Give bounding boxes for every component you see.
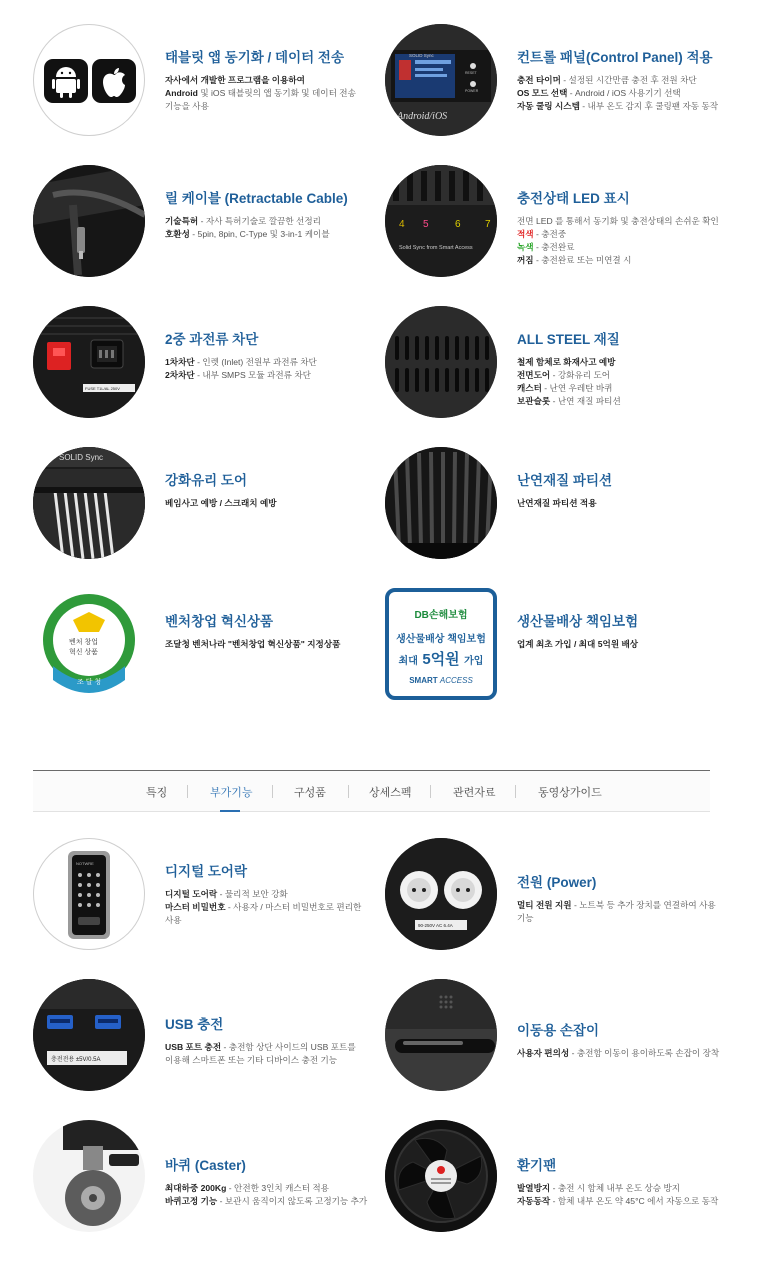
tab-divider [515,785,516,798]
svg-text:Android/iOS: Android/iOS [397,111,448,122]
feature-reel-cable: 릴 케이블 (Retractable Cable) 기술특허 - 자사 특허기술로 깔끔한 선정리 호환성 - 5pin, 8pin, C-Type 및 3-in-1 케이블 [33,165,393,277]
feature-title: USB 충전 [165,1017,224,1032]
venture-badge-image [33,588,145,700]
svg-text:벤처 창업: 벤처 창업 [69,639,98,646]
partition-image [385,447,497,559]
tab-divider [348,785,349,798]
svg-text:Solid Sync from Smart Access: Solid Sync from Smart Access [399,245,473,251]
tab-components[interactable]: 구성품 [294,787,326,799]
feature-title: 릴 케이블 (Retractable Cable) [165,191,348,206]
led-status-image [385,165,497,277]
feature-carry-handle: 이동용 손잡이 사용자 편의성 - 충전함 이동이 용이하도록 손잡이 장착 [385,979,745,1091]
feature-caster: 바퀴 (Caster) 최대하중 200Kg - 안전한 3인치 캐스터 적용 바퀴고정 기능 - 보관시 움직이지 않도록 고정기능 추가 [33,1120,393,1232]
tab-detail-specs[interactable]: 상세스펙 [369,787,412,799]
feature-title: 컨트롤 패널(Control Panel) 적용 [517,50,713,65]
svg-text:90-250V AC 6.4A: 90-250V AC 6.4A [418,923,453,928]
feature-title: 난연재질 파티션 [517,473,613,488]
feature-title: 강화유리 도어 [165,473,247,488]
feature-title: 이동용 손잡이 [517,1023,599,1038]
svg-text:SOLID Sync: SOLID Sync [409,53,434,58]
glass-door-image [33,447,145,559]
tab-features[interactable]: 특징 [146,787,168,799]
feature-digital-doorlock: NOTWRE 디지털 도어락 디지털 도어락 - 물리적 보안 강화 마스터 비밀번호 - 사용자 / 마스터 비밀번호로 편리한 사용 [33,838,393,950]
feature-title: 태블릿 앱 동기화 / 데이터 전송 [165,50,344,65]
feature-led-status: 4 5 6 7 Solid Sync from Smart Access 충전상태 LED 표시 전면 LED 를 통해서 동기화 및 충전상태의 손쉬운 확인 적색 - 충전중 녹색 - 충전완료 꺼짐 - 충전완료 또는 미연결 시 [385,165,745,277]
feature-title: 생산물배상 책임보험 [517,614,639,629]
tab-related-materials[interactable]: 관련자료 [453,787,496,799]
feature-tablet-sync: 태블릿 앱 동기화 / 데이터 전송 자사에서 개발한 프로그램을 이용하여 Android 및 iOS 태블릿의 앱 동기화 및 데이터 전송 기능을 사용 [33,24,393,136]
android-ios-logo-image [33,24,145,136]
feature-title: 바퀴 (Caster) [165,1158,246,1173]
svg-text:RESET: RESET [465,71,477,75]
feature-partition: 난연재질 파티션 난연재질 파티션 적용 [385,447,745,559]
steel-vent-image [385,306,497,418]
svg-text:NOTWRE: NOTWRE [76,861,94,866]
db-insurance-badge: DB손해보험 생산물배상 책임보험 최대 5억원 가입 SMART ACCESS [385,588,497,700]
feature-title: 디지털 도어락 [165,864,247,879]
feature-venture-product: 벤처 창업 혁신 상품 조 달 청 벤처창업 혁신상품 조달청 벤처나라 "벤처창업 혁신상품" 지정상품 [33,588,393,700]
svg-text:6: 6 [455,219,461,230]
tab-add-on-functions[interactable]: 부가기능 [210,787,253,799]
control-panel-image [385,24,497,136]
tab-divider [187,785,188,798]
feature-ventilation-fan: 환기팬 발열방지 - 충전 시 함체 내부 온도 상승 방지 자동동작 - 함체 내부 온도 약 45°C 에서 자동으로 동작 [385,1120,745,1232]
usb-port-image [33,979,145,1091]
feature-title: 2중 과전류 차단 [165,332,259,347]
svg-text:4: 4 [399,219,405,230]
handle-image [385,979,497,1091]
feature-title: 전원 (Power) [517,875,597,890]
section-tab-bar [33,770,710,812]
feature-overcurrent: FUSE T1L/AL 250V 2중 과전류 차단 1차차단 - 인렛 (Inlet) 전원부 과전류 차단 2차차단 - 내부 SMPS 모듈 과전류 차단 [33,306,393,418]
power-outlet-image [385,838,497,950]
svg-text:충전전용 ±5V/0.5A: 충전전용 ±5V/0.5A [51,1057,101,1063]
svg-text:5: 5 [423,219,429,230]
feature-title: 환기팬 [517,1158,557,1173]
feature-title: ALL STEEL 재질 [517,332,620,347]
feature-power: 90-250V AC 6.4A 전원 (Power) 멀티 전원 지원 - 노트북 등 추가 장치를 연결하여 사용 기능 [385,838,745,950]
fan-image [385,1120,497,1232]
overcurrent-switch-image [33,306,145,418]
digital-doorlock-image [33,838,145,950]
svg-text:7: 7 [485,219,491,230]
svg-text:SOLID Sync: SOLID Sync [59,453,104,462]
caster-wheel-image [33,1120,145,1232]
tab-divider [272,785,273,798]
feature-usb-charging: 충전전용 ±5V/0.5A USB 충전 USB 포트 충전 - 충전함 상단 사이드의 USB 포트를 이용해 스마트폰 또는 기타 디바이스 충전 기능 [33,979,393,1091]
reel-cable-image [33,165,145,277]
feature-liability-insurance: DB손해보험 생산물배상 책임보험 최대 5억원 가입 SMART ACCESS 생산물배상 책임보험 업계 최초 가입 / 최대 5억원 배상 [385,588,745,700]
feature-control-panel: SOLID Sync RESET POWER Android/iOS 컨트롤 패널(Control Panel) 적용 충전 타이머 - 설정된 시간만큼 충전 후 전원 차단 OS 모드 선택 - Android / iOS 사용기기 선택 자동 쿨링 시스템 - 내부 온도 감지 후 쿨링팬 자동 동작 [385,24,745,136]
tab-divider [430,785,431,798]
feature-all-steel: ALL STEEL 재질 철제 함체로 화재사고 예방 전면도어 - 강화유리 도어 캐스터 - 난연 우레탄 바퀴 보관슬롯 - 난연 재질 파티션 [385,306,745,418]
svg-text:POWER: POWER [465,89,479,93]
feature-title: 충전상태 LED 표시 [517,191,630,206]
svg-text:혁신 상품: 혁신 상품 [69,649,98,656]
svg-text:조 달 청: 조 달 청 [77,679,102,686]
feature-title: 벤처창업 혁신상품 [165,614,274,629]
active-tab-indicator [220,810,240,812]
feature-glass-door: SOLID Sync 강화유리 도어 베임사고 예방 / 스크래치 예방 [33,447,393,559]
svg-text:FUSE T1L/AL 250V: FUSE T1L/AL 250V [85,386,120,391]
tab-video-guide[interactable]: 동영상가이드 [538,787,602,799]
